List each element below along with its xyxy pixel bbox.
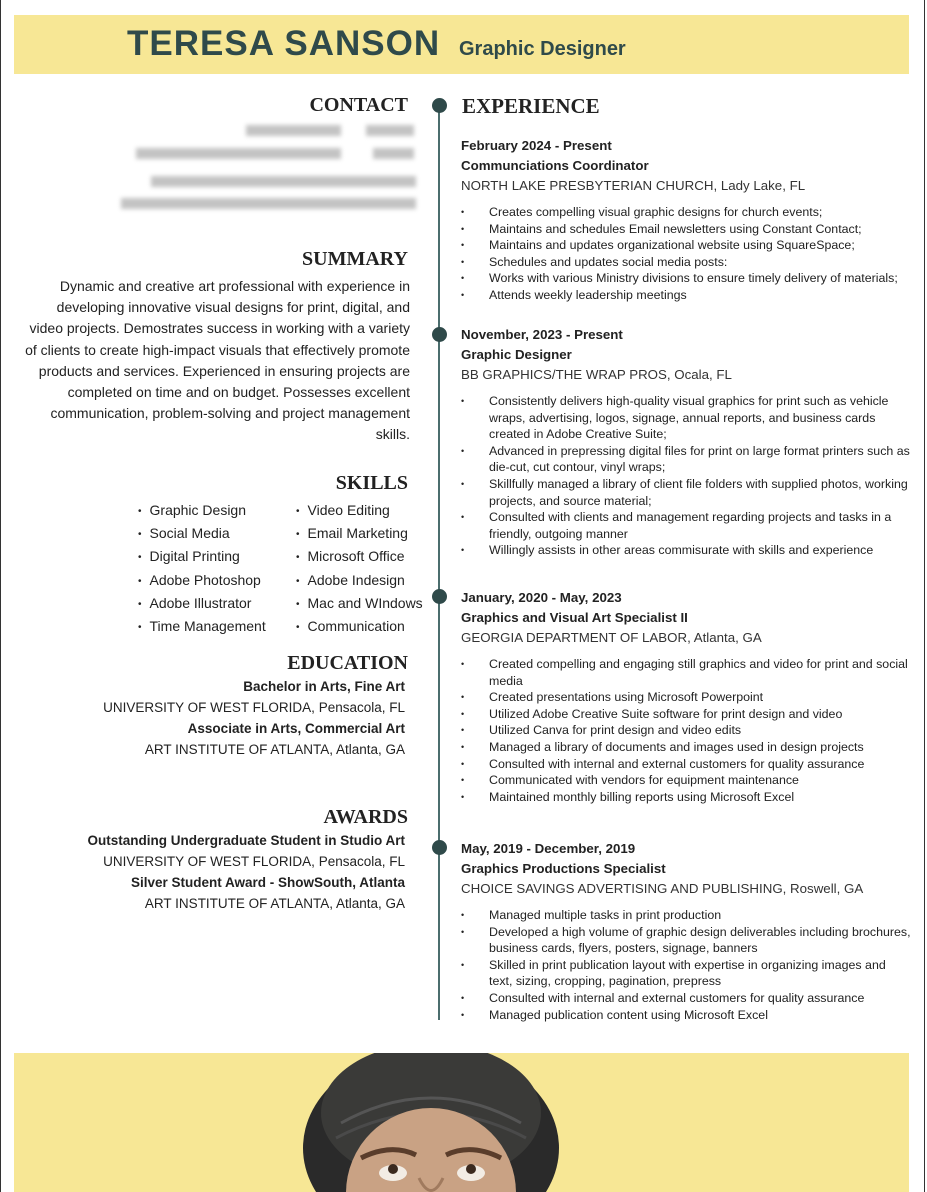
awards-heading: AWARDS	[323, 806, 408, 828]
timeline-dot	[432, 327, 447, 342]
skill-item: • Adobe Indesign	[296, 570, 423, 593]
skills-list-left	[138, 500, 266, 639]
job-entry	[461, 588, 911, 805]
timeline-line	[438, 107, 440, 1020]
contact-details-redacted	[111, 118, 421, 218]
award-school: UNIVERSITY OF WEST FLORIDA, Pensacola, FL	[103, 854, 405, 869]
skill-item: • Adobe Illustrator	[138, 593, 266, 616]
job-entry	[461, 839, 911, 1023]
job-bullet: • Creates compelling visual graphic designs for church events;	[461, 204, 911, 221]
skill-item: • Graphic Design	[138, 500, 266, 523]
skill-item: • Time Management	[138, 616, 266, 639]
timeline-dot	[432, 589, 447, 604]
job-bullets	[461, 656, 911, 805]
skills-heading: SKILLS	[335, 472, 408, 494]
candidate-name: TERESA SANSON	[127, 24, 441, 63]
job-entry	[461, 325, 911, 559]
job-date: May, 2019 - December, 2019	[461, 841, 636, 856]
timeline-dot	[432, 98, 447, 113]
job-bullet: • Willingly assists in other areas commisurate with skills and experience	[461, 542, 911, 559]
award-school: ART INSTITUTE OF ATLANTA, Atlanta, GA	[144, 896, 405, 911]
skill-item: • Digital Printing	[138, 546, 266, 569]
job-date: January, 2020 - May, 2023	[461, 590, 622, 605]
job-bullet: • Utilized Canva for print design and video edits	[461, 722, 911, 739]
education-degree: Bachelor in Arts, Fine Art	[243, 679, 405, 694]
job-bullet: • Developed a high volume of graphic design deliverables including brochures, business cards, flyers, posters, signage, banners	[461, 924, 911, 957]
job-bullet: • Maintained monthly billing reports using Microsoft Excel	[461, 789, 911, 806]
job-bullet: • Skilled in print publication layout with expertise in organizing images and text, sizing, cropping, pagination, prepress	[461, 957, 911, 990]
contact-heading: CONTACT	[309, 94, 408, 116]
education-heading: EDUCATION	[287, 652, 408, 674]
job-date: February 2024 - Present	[461, 138, 612, 153]
skill-item: • Video Editing	[296, 500, 423, 523]
education-school: ART INSTITUTE OF ATLANTA, Atlanta, GA	[144, 742, 405, 757]
job-bullet: • Works with various Ministry divisions to ensure timely delivery of materials;	[461, 270, 911, 287]
skill-item: • Adobe Photoshop	[138, 570, 266, 593]
job-bullet: • Consistently delivers high-quality visual graphics for print such as vehicle wraps, advertising, logos, signage, annual reports, and business cards created in Adobe Creative Suite;	[461, 393, 911, 443]
job-bullet: • Managed multiple tasks in print production	[461, 907, 911, 924]
experience-heading: EXPERIENCE	[462, 94, 600, 118]
job-bullet: • Attends weekly leadership meetings	[461, 287, 911, 304]
skill-item: • Communication	[296, 616, 423, 639]
job-bullet: • Managed a library of documents and images used in design projects	[461, 739, 911, 756]
skills-list-right	[296, 500, 423, 639]
job-organization: GEORGIA DEPARTMENT OF LABOR, Atlanta, GA	[461, 630, 762, 645]
timeline-dot	[432, 840, 447, 855]
job-organization: BB GRAPHICS/THE WRAP PROS, Ocala, FL	[461, 367, 732, 382]
job-bullet: • Schedules and updates social media posts:	[461, 254, 911, 271]
skill-item: • Microsoft Office	[296, 546, 423, 569]
job-title: Graphics Productions Specialist	[461, 861, 666, 876]
job-bullet: • Communicated with vendors for equipment maintenance	[461, 772, 911, 789]
job-bullet: • Managed publication content using Microsoft Excel	[461, 1007, 911, 1024]
education-school: UNIVERSITY OF WEST FLORIDA, Pensacola, FL	[103, 700, 405, 715]
job-title: Communciations Coordinator	[461, 158, 649, 173]
job-bullet: • Created presentations using Microsoft Powerpoint	[461, 689, 911, 706]
job-organization: NORTH LAKE PRESBYTERIAN CHURCH, Lady Lake, FL	[461, 178, 806, 193]
summary-paragraph: Dynamic and creative art professional with experience in developing innovative visual designs for print, digital, and video projects. Demostrates success in working with a variety of clients to create high-impact visuals that effectively promote products and services. Experienced in ensuring projects are completed on time and on budget. Possesses excellent communication, problem-solving and project management skills.	[25, 278, 410, 443]
summary-heading: SUMMARY	[302, 248, 408, 270]
job-bullet: • Consulted with clients and management regarding projects and tasks in a friendly, outgoing manner	[461, 509, 911, 542]
job-bullet: • Maintains and updates organizational website using SquareSpace;	[461, 237, 911, 254]
job-bullet: • Maintains and schedules Email newsletters using Constant Contact;	[461, 221, 911, 238]
skill-item: • Social Media	[138, 523, 266, 546]
job-bullets	[461, 907, 911, 1023]
job-bullets	[461, 204, 911, 304]
job-title: Graphics and Visual Art Specialist II	[461, 610, 688, 625]
skill-item: • Email Marketing	[296, 523, 423, 546]
education-degree: Associate in Arts, Commercial Art	[187, 721, 405, 736]
job-bullet: • Skillfully managed a library of client file folders with supplied photos, working projects, and source material;	[461, 476, 911, 509]
candidate-role: Graphic Designer	[459, 38, 626, 60]
job-date: November, 2023 - Present	[461, 327, 623, 342]
job-bullet: • Consulted with internal and external customers for quality assurance	[461, 756, 911, 773]
job-organization: CHOICE SAVINGS ADVERTISING AND PUBLISHING, Roswell, GA	[461, 881, 864, 896]
portrait-photo	[301, 1053, 561, 1192]
job-title: Graphic Designer	[461, 347, 572, 362]
job-bullet: • Consulted with internal and external customers for quality assurance	[461, 990, 911, 1007]
job-bullet: • Advanced in prepressing digital files for print on large format printers such as die-cut, cut contour, vinyl wraps;	[461, 443, 911, 476]
award-name: Outstanding Undergraduate Student in Studio Art	[87, 833, 405, 848]
skill-item: • Mac and WIndows	[296, 593, 423, 616]
award-name: Silver Student Award - ShowSouth, Atlanta	[130, 875, 405, 890]
job-bullets	[461, 393, 911, 559]
job-bullet: • Utilized Adobe Creative Suite software for print design and video	[461, 706, 911, 723]
job-bullet: • Created compelling and engaging still graphics and video for print and social media	[461, 656, 911, 689]
job-entry	[461, 136, 911, 304]
